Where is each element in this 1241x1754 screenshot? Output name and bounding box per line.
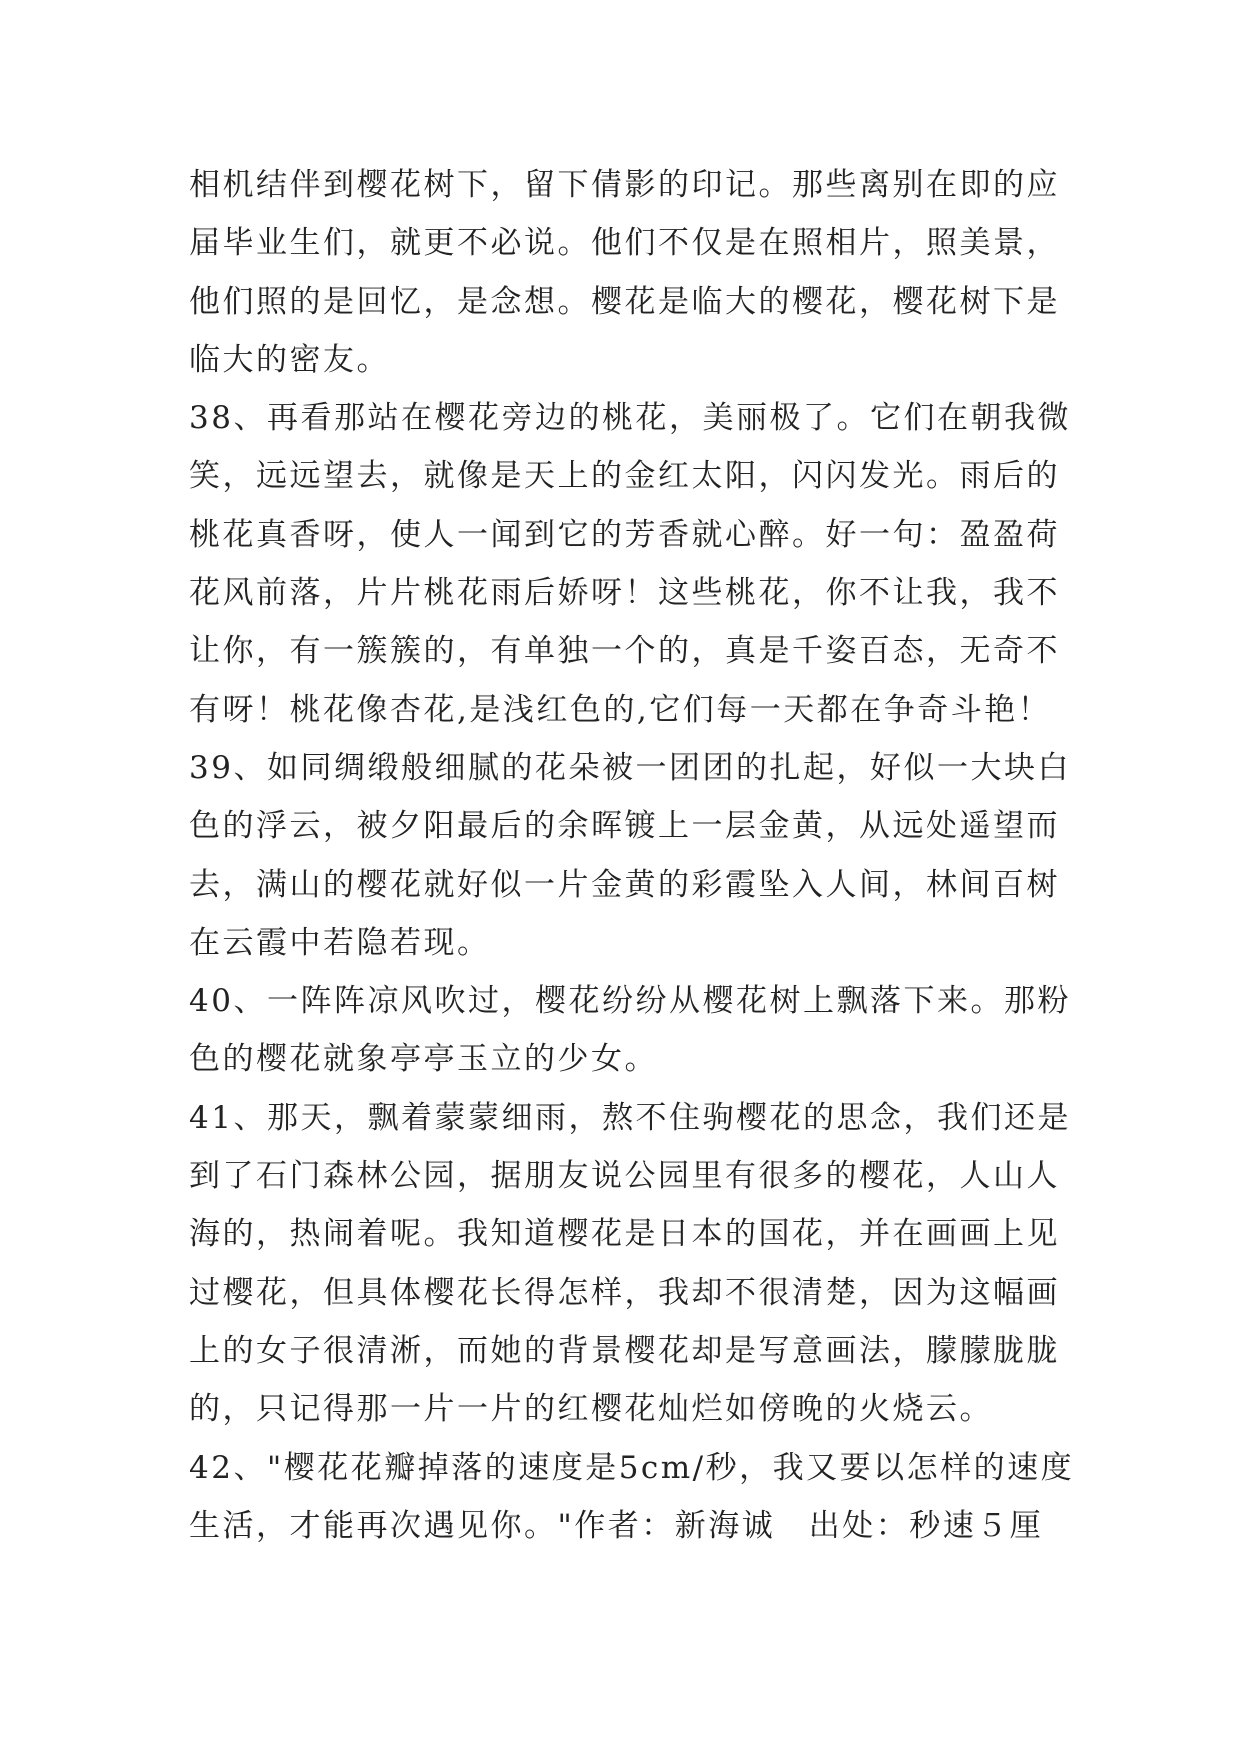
text-line: 41、那天，飘着蒙蒙细雨，熬不住驹樱花的思念，我们还是 [189, 1099, 1071, 1136]
text-line: 海的，热闹着呢。我知道樱花是日本的国花，并在画画上见 [189, 1216, 1060, 1253]
text-line: 的，只记得那一片一片的红樱花灿烂如傍晚的火烧云。 [189, 1391, 993, 1428]
text-line: 生活，才能再次遇见你。"作者：新海诚 出处：秒速５厘 [189, 1507, 1044, 1544]
text-line: 色的樱花就象亭亭玉立的少女。 [189, 1041, 658, 1078]
text-line: 让你，有一簇簇的，有单独一个的，真是千姿百态，无奇不 [189, 633, 1060, 670]
text-line: 笑，远远望去，就像是天上的金红太阳，闪闪发光。雨后的 [189, 458, 1060, 495]
text-line: 桃花真香呀，使人一闻到它的芳香就心醉。好一句：盈盈荷 [189, 516, 1060, 553]
text-line: 相机结伴到樱花树下，留下倩影的印记。那些离别在即的应 [189, 167, 1060, 203]
document-body [189, 156, 1075, 1555]
text-line: 39、如同绸缎般细腻的花朵被一团团的扎起，好似一大块白 [189, 749, 1071, 786]
text-line: 到了石门森林公园，据朋友说公园里有很多的樱花，人山人 [189, 1158, 1060, 1195]
text-line: 色的浮云，被夕阳最后的余晖镀上一层金黄，从远处遥望而 [189, 808, 1060, 845]
text-line: 上的女子很清淅，而她的背景樱花却是写意画法，朦朦胧胧 [189, 1332, 1060, 1369]
text-line: 在云霞中若隐若现。 [189, 924, 491, 961]
text-line: 去，满山的樱花就好似一片金黄的彩霞坠入人间，林间百树 [189, 866, 1060, 903]
text-line: 过樱花，但具体樱花长得怎样，我却不很清楚，因为这幅画 [189, 1274, 1060, 1311]
text-line: 40、一阵阵凉风吹过，樱花纷纷从樱花树上飘落下来。那粉 [189, 983, 1071, 1020]
text-line: 花风前落，片片桃花雨后娇呀！这些桃花，你不让我，我不 [189, 575, 1060, 612]
text-line: 临大的密友。 [189, 341, 390, 378]
text-line: 38、再看那站在樱花旁边的桃花，美丽极了。它们在朝我微 [189, 400, 1071, 437]
text-line: 有呀！桃花像杏花,是浅红色的,它们每一天都在争奇斗艳！ [189, 691, 1052, 728]
text-line: 42、"樱花花瓣掉落的速度是5cm/秒，我又要以怎样的速度 [189, 1449, 1075, 1486]
text-line: 他们照的是回忆，是念想。樱花是临大的樱花，樱花树下是 [189, 283, 1060, 320]
text-line: 届毕业生们，就更不必说。他们不仅是在照相片，照美景， [189, 225, 1060, 262]
